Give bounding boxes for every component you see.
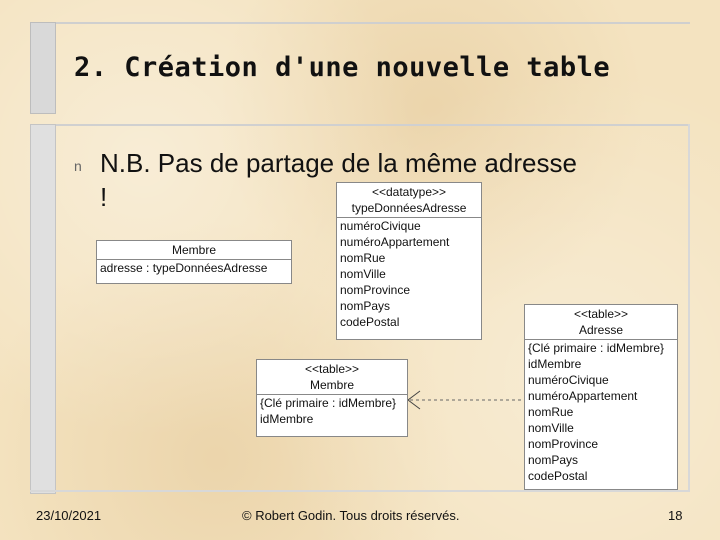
membre-table-header (257, 360, 407, 395)
membre-class-name: Membre (97, 241, 291, 260)
adresse-table-key: {Clé primaire : idMembre} (528, 341, 665, 355)
adresse-table-stereotype: <<table>> (573, 307, 629, 321)
attribute-row: idMembre (528, 357, 582, 371)
membre-table-stereotype: <<table>> (304, 362, 360, 376)
attribute-row: nomVille (528, 421, 574, 435)
title-frame-bar (30, 22, 56, 114)
title-frame-top (30, 22, 690, 24)
datatype-name: typeDonnéesAdresse (351, 201, 467, 215)
attribute-row: numéroAppartement (340, 235, 450, 249)
content-frame-top (30, 124, 690, 126)
attribute-row: nomVille (340, 267, 386, 281)
footer-copyright: © Robert Godin. Tous droits réservés. (242, 508, 460, 523)
datatype-box (336, 182, 482, 340)
membre-class-box (96, 240, 292, 284)
attribute-row: nomProvince (340, 283, 411, 297)
datatype-header (337, 183, 481, 218)
adresse-table-name: Adresse (578, 323, 624, 337)
attribute-row: numéroAppartement (528, 389, 638, 403)
membre-class-attributes (97, 260, 291, 276)
bullet-marker: n (74, 158, 82, 174)
slide-title: 2. Création d'une nouvelle table (74, 52, 611, 83)
attribute-row: idMembre (260, 412, 314, 426)
attribute-row: nomPays (528, 453, 579, 467)
membre-table-key: {Clé primaire : idMembre} (260, 396, 397, 410)
footer-page-number: 18 (668, 508, 683, 523)
attribute-row: numéroCivique (340, 219, 421, 233)
content-frame-right (688, 124, 690, 492)
bullet-text: N.B. Pas de partage de la même adresse ! (100, 148, 577, 212)
attribute-row: nomPays (340, 299, 391, 313)
attribute-row: adresse : typeDonnéesAdresse (100, 261, 268, 275)
attribute-row: nomRue (528, 405, 574, 419)
content-frame-bar (30, 124, 56, 494)
membre-table-box (256, 359, 408, 437)
membre-table-name: Membre (309, 378, 354, 392)
attribute-row: nomProvince (528, 437, 599, 451)
footer-date: 23/10/2021 (36, 508, 102, 523)
adresse-table-attributes (525, 356, 677, 484)
membre-table-attributes (257, 411, 407, 427)
content-frame-bottom (30, 490, 690, 492)
adresse-table-header (525, 305, 677, 340)
datatype-stereotype: <<datatype>> (371, 185, 447, 199)
attribute-row: codePostal (528, 469, 588, 483)
adresse-table-box (524, 304, 678, 490)
attribute-row: codePostal (340, 315, 400, 329)
datatype-attributes (337, 218, 481, 330)
attribute-row: numéroCivique (528, 373, 609, 387)
attribute-row: nomRue (340, 251, 386, 265)
